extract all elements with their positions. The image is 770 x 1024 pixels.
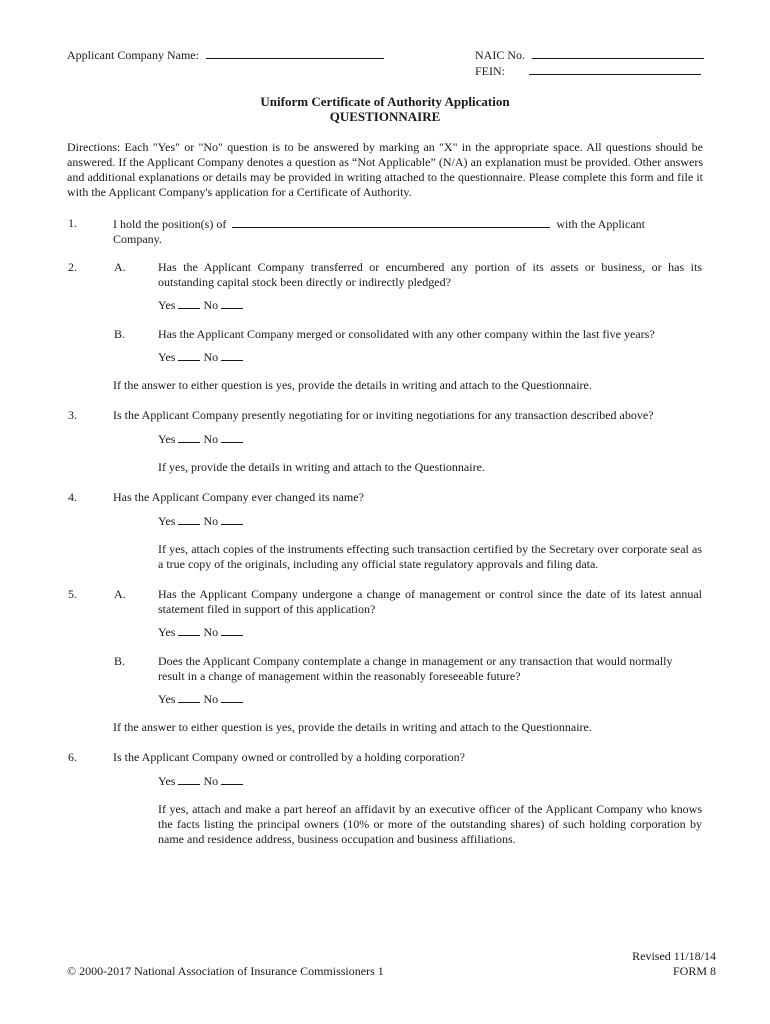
- q6-no-blank[interactable]: [221, 773, 243, 785]
- q6-number: 6.: [68, 750, 77, 764]
- q6-text: Is the Applicant Company owned or controlled by a holding corporation?: [113, 750, 465, 764]
- q3-text: Is the Applicant Company presently negotiating for or inviting negotiations for any transaction described above?: [113, 408, 654, 422]
- q2b-yes-blank[interactable]: [178, 349, 200, 361]
- no-label: No: [203, 298, 219, 312]
- q5b-answer: [158, 691, 702, 707]
- form-title: Uniform Certificate of Authority Application: [260, 94, 510, 109]
- form-subtitle: QUESTIONNAIRE: [329, 109, 441, 124]
- q5-number: 5.: [68, 587, 77, 601]
- no-label: No: [203, 514, 219, 528]
- q1-line2: Company.: [113, 232, 162, 246]
- q3-no-blank[interactable]: [221, 431, 243, 443]
- no-label: No: [203, 625, 219, 639]
- fein-field[interactable]: [529, 63, 701, 75]
- q4-answer: [158, 513, 702, 529]
- yes-label: Yes: [158, 350, 176, 364]
- q2a-letter: A.: [114, 260, 126, 274]
- no-label: No: [203, 432, 219, 446]
- q6-answer: [158, 773, 702, 789]
- footer-copyright: © 2000-2017 National Association of Insurance Commissioners 1: [67, 964, 384, 978]
- position-field[interactable]: [232, 216, 550, 228]
- q3-answer: [158, 431, 702, 447]
- q1-text: [113, 216, 703, 247]
- q5b-letter: B.: [114, 654, 126, 668]
- q2b-text: Has the Applicant Company merged or consolidated with any other company within the last five years?: [158, 327, 655, 341]
- q1-post: with the Applicant: [556, 217, 645, 231]
- company-name-field[interactable]: [206, 47, 384, 59]
- q1-pre: I hold the position(s) of: [113, 217, 227, 231]
- q5-note: If the answer to either question is yes, provide the details in writing and attach to the Questionnaire.: [113, 720, 592, 734]
- q4-no-blank[interactable]: [221, 513, 243, 525]
- q2-note: If the answer to either question is yes, provide the details in writing and attach to the Questionnaire.: [113, 378, 592, 392]
- no-label: No: [203, 774, 219, 788]
- directions-text: Directions: Each "Yes" or "No" question is to be answered by marking an "X" in the appropriate space. All questions should be answered. If the Applicant Company denotes a question as “Not Applicable” (N/A) an explanation must be provided. Other answers and additional explanations or details may be provided in writing attached to the questionnaire. Please complete this form and file it with the Applicant Company's application for a Certificate of Authority.: [67, 140, 703, 199]
- q2-number: 2.: [68, 260, 77, 274]
- naic-field[interactable]: [532, 47, 704, 59]
- footer-revised: Revised 11/18/14: [632, 949, 716, 963]
- q2a-answer: [158, 297, 702, 313]
- q4-text: Has the Applicant Company ever changed its name?: [113, 490, 364, 504]
- q5a-no-blank[interactable]: [221, 624, 243, 636]
- naic-label: NAIC No.: [475, 48, 525, 62]
- q5b-no-blank[interactable]: [221, 691, 243, 703]
- q5b-yes-blank[interactable]: [178, 691, 200, 703]
- q2b-answer: [158, 349, 702, 365]
- q2a-yes-blank[interactable]: [178, 297, 200, 309]
- no-label: No: [203, 692, 219, 706]
- q2b-no-blank[interactable]: [221, 349, 243, 361]
- footer-form-number: FORM 8: [672, 964, 716, 978]
- q2b-letter: B.: [114, 327, 126, 341]
- fein-row: [475, 63, 701, 79]
- q3-yes-blank[interactable]: [178, 431, 200, 443]
- no-label: No: [203, 350, 219, 364]
- q2a-no-blank[interactable]: [221, 297, 243, 309]
- naic-row: [475, 47, 704, 63]
- q3-number: 3.: [68, 408, 77, 422]
- yes-label: Yes: [158, 625, 176, 639]
- q2a-text: Has the Applicant Company transferred or encumbered any portion of its assets or business, or has its outstanding capital stock been directly or indirectly pledged?: [158, 260, 702, 289]
- q5a-letter: A.: [114, 587, 126, 601]
- q6-yes-blank[interactable]: [178, 773, 200, 785]
- fein-label: FEIN:: [475, 64, 505, 78]
- q3-note: If yes, provide the details in writing and attach to the Questionnaire.: [158, 460, 485, 474]
- yes-label: Yes: [158, 514, 176, 528]
- q4-note: If yes, attach copies of the instruments effecting such transaction certified by the Secretary over corporate seal as a true copy of the originals, including any official state regulatory approvals and filing data.: [158, 542, 702, 571]
- yes-label: Yes: [158, 692, 176, 706]
- yes-label: Yes: [158, 298, 176, 312]
- yes-label: Yes: [158, 432, 176, 446]
- q6-note: If yes, attach and make a part hereof an affidavit by an executive officer of the Applicant Company who knows the facts listing the principal owners (10% or more of the outstanding shares) of such holding corporation by name and residence address, business occupation and business affiliations.: [158, 802, 702, 846]
- q5a-yes-blank[interactable]: [178, 624, 200, 636]
- q4-number: 4.: [68, 490, 77, 504]
- q5b-text: Does the Applicant Company contemplate a change in management or any transaction that would normally result in a change of management within the reasonably foreseeable future?: [158, 654, 673, 683]
- q4-yes-blank[interactable]: [178, 513, 200, 525]
- q5a-answer: [158, 624, 702, 640]
- q5a-text: Has the Applicant Company undergone a change of management or control since the date of its latest annual statement filed in support of this application?: [158, 587, 702, 616]
- company-name-label: Applicant Company Name:: [67, 48, 199, 62]
- q1-number: 1.: [68, 216, 77, 230]
- yes-label: Yes: [158, 774, 176, 788]
- company-name-row: [67, 47, 384, 63]
